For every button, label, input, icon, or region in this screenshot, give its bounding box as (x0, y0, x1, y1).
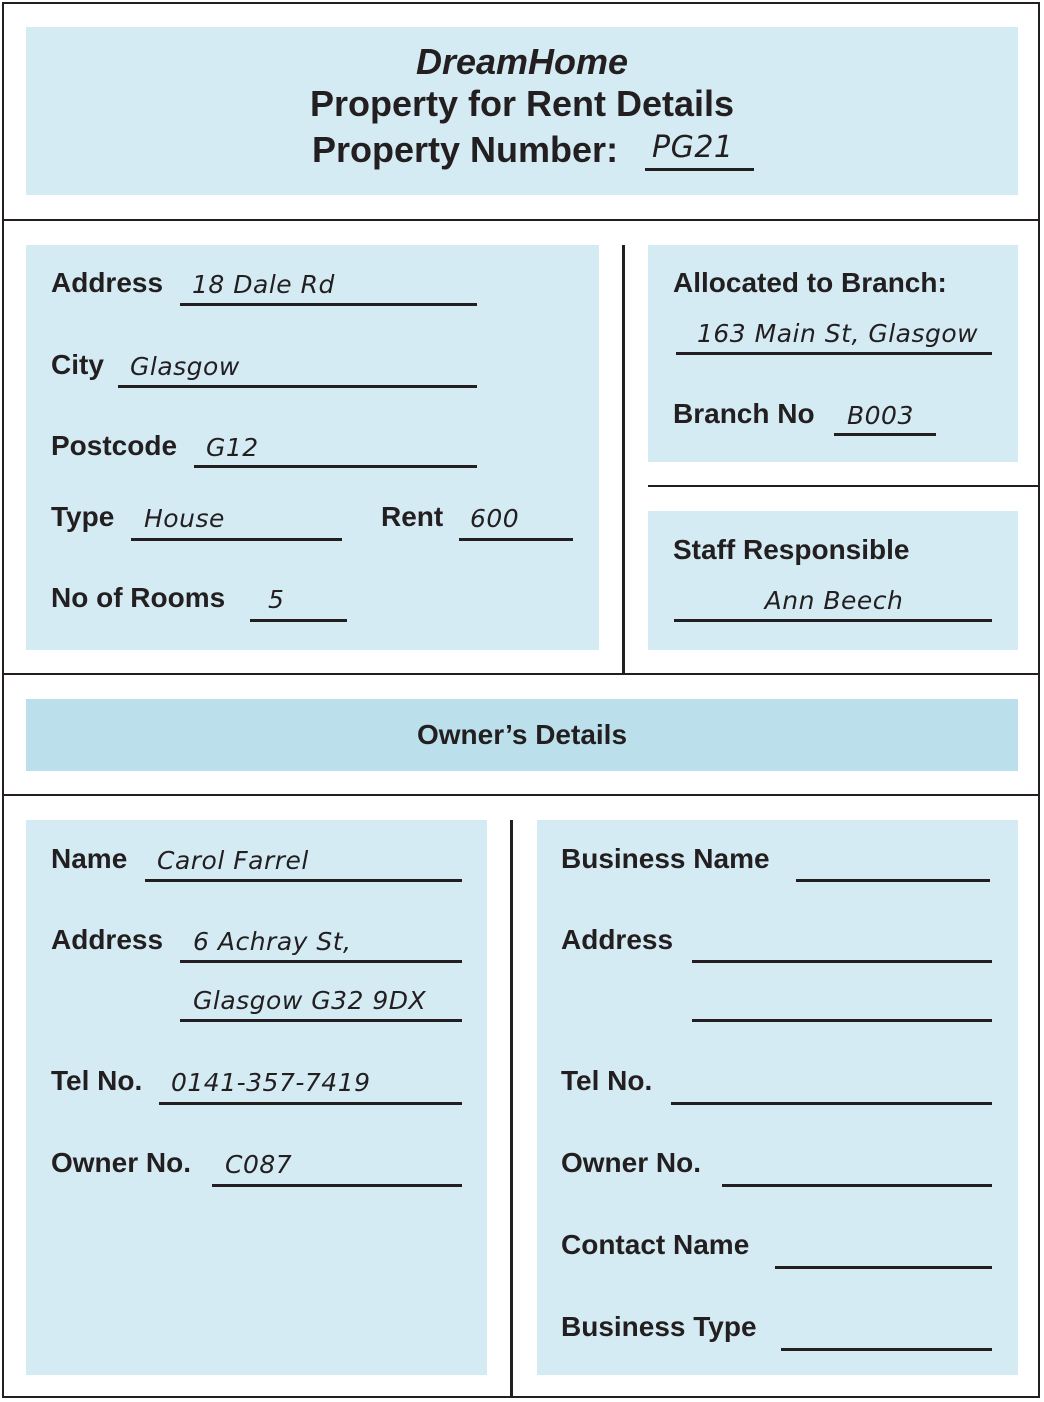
owner-address-line1 (180, 960, 462, 963)
business-tel-label: Tel No. (561, 1065, 653, 1096)
divider (2, 673, 1040, 675)
staff-label: Staff Responsible (673, 534, 910, 565)
owner-no-value[interactable]: C087 (225, 1150, 293, 1179)
city-label: City (51, 349, 104, 380)
rooms-line (250, 619, 347, 622)
address-line (180, 303, 477, 306)
divider (2, 219, 1040, 221)
postcode-line (194, 465, 477, 468)
address-label: Address (51, 267, 164, 298)
owner-tel-label: Tel No. (51, 1065, 143, 1096)
contact-name-label: Contact Name (561, 1229, 750, 1260)
rent-line (459, 538, 573, 541)
property-number-line (645, 168, 754, 171)
address-value[interactable]: 18 Dale Rd (192, 270, 335, 299)
postcode-value[interactable]: G12 (206, 433, 259, 462)
rent-label: Rent (381, 501, 444, 532)
branch-no-line (834, 433, 936, 436)
company-name: DreamHome (415, 41, 629, 82)
divider (2, 794, 1040, 796)
city-line (118, 385, 477, 388)
rooms-label: No of Rooms (51, 582, 226, 613)
business-tel-line[interactable] (671, 1102, 992, 1105)
owner-no-label: Owner No. (51, 1147, 192, 1178)
business-address-line2[interactable] (692, 1019, 992, 1022)
rooms-value[interactable]: 5 (268, 585, 285, 614)
business-owner-panel (537, 820, 1018, 1375)
owner-address-label: Address (51, 924, 164, 955)
business-address-label: Address (561, 924, 674, 955)
business-owner-no-line[interactable] (722, 1184, 992, 1187)
divider (622, 245, 625, 675)
postcode-label: Postcode (51, 430, 178, 461)
property-number-label: Property Number: (312, 129, 619, 170)
rent-value[interactable]: 600 (470, 504, 520, 533)
business-type-label: Business Type (561, 1311, 757, 1342)
type-label: Type (51, 501, 115, 532)
business-address-line1[interactable] (692, 960, 992, 963)
divider (648, 485, 1040, 487)
business-owner-no-label: Owner No. (561, 1147, 702, 1178)
property-number-value[interactable]: PG21 (652, 130, 734, 165)
business-name-line[interactable] (796, 879, 990, 882)
owner-no-line (212, 1184, 462, 1187)
owner-address-line1-value[interactable]: 6 Achray St, (193, 927, 352, 956)
form-title: Property for Rent Details (309, 83, 735, 124)
branch-no-value[interactable]: B003 (847, 401, 914, 430)
staff-value[interactable]: Ann Beech (764, 586, 904, 615)
owner-address-line2 (180, 1019, 462, 1022)
contact-name-line[interactable] (775, 1266, 992, 1269)
type-value[interactable]: House (144, 504, 225, 533)
city-value[interactable]: Glasgow (130, 352, 240, 381)
business-type-line[interactable] (781, 1348, 992, 1351)
type-line (131, 538, 342, 541)
owner-address-line2-value[interactable]: Glasgow G32 9DX (193, 986, 427, 1015)
owner-name-line (145, 879, 462, 882)
staff-panel (648, 511, 1018, 650)
branch-address-line (676, 352, 992, 355)
owner-name-label: Name (51, 843, 128, 874)
owner-name-value[interactable]: Carol Farrel (157, 846, 309, 875)
staff-line (674, 619, 992, 622)
business-name-label: Business Name (561, 843, 770, 874)
owner-section-title: Owner’s Details (416, 719, 628, 750)
allocated-branch-label: Allocated to Branch: (673, 267, 947, 298)
divider (510, 820, 513, 1398)
branch-no-label: Branch No (673, 398, 815, 429)
owner-tel-line (159, 1102, 462, 1105)
owner-tel-value[interactable]: 0141-357-7419 (171, 1068, 371, 1097)
branch-address-value[interactable]: 163 Main St, Glasgow (697, 319, 979, 348)
